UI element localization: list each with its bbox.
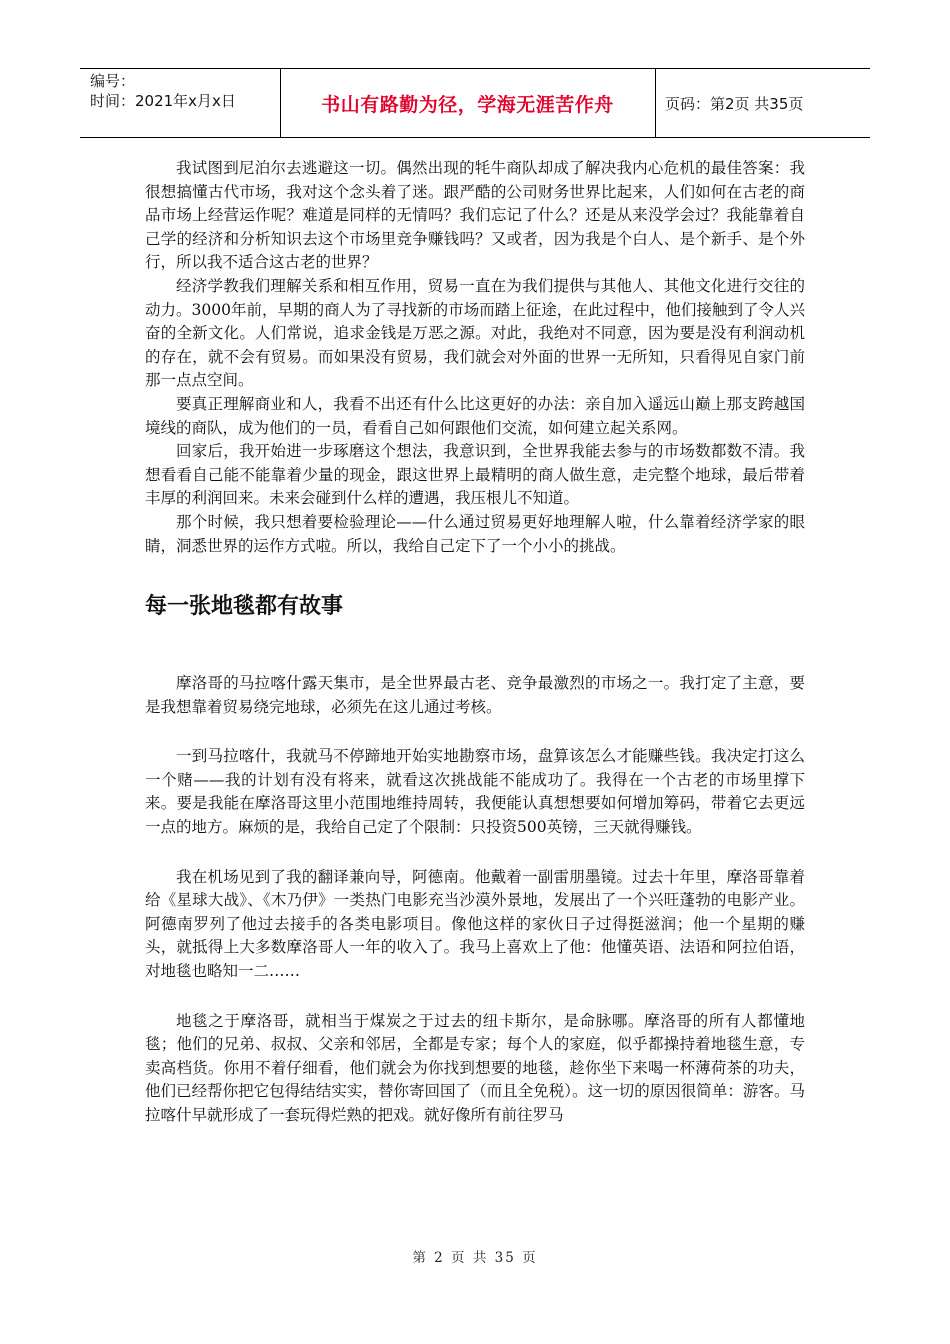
header-meta-cell: [80, 69, 281, 137]
spacer: [145, 622, 805, 672]
body-paragraph: 回家后，我开始进一步琢磨这个想法，我意识到，全世界我能去参与的市场数都数不清。我想看看自己能不能靠着少量的现金，跟这世界上最精明的商人做生意，走完整个地球，最后带着丰厚的利润回来。未来会碰到什么样的遭遇，我压根儿不知道。: [145, 442, 805, 508]
spacer: [145, 840, 805, 866]
body-paragraph: 要真正理解商业和人，我看不出还有什么比这更好的办法：亲自加入遥远山巅上那支跨越国境线的商队，成为他们的一员，看看自己如何跟他们交流，如何建立起关系网。: [145, 394, 805, 437]
header-motto-cell: [280, 69, 656, 137]
body-paragraph: 那个时候，我只想着要检验理论——什么通过贸易更好地理解人啦，什么靠着经济学家的眼睛，洞悉世界的运作方式啦。所以，我给自己定下了一个小小的挑战。: [145, 512, 805, 555]
serial-number-label: 编号：: [90, 72, 136, 90]
page-footer: 第 2 页 共 35 页: [412, 1250, 538, 1266]
body-paragraph: 我在机场见到了我的翻译兼向导，阿德南。他戴着一副雷朋墨镜。过去十年里，摩洛哥靠着给《星球大战》、《木乃伊》一类热门电影充当沙漠外景地，发展出了一个兴旺蓬勃的电影产业。阿德南罗列了他过去接手的各类电影项目。像他这样的家伙日子过得挺滋润；他一个星期的赚头，就抵得上大多数摩洛哥人一年的收入了。我马上喜欢上了他：他懂英语、法语和阿拉伯语，对地毯也略知一二……: [145, 867, 805, 981]
spacer: [145, 984, 805, 1010]
motto-text: 书山有路勤为径，学海无涯苦作舟: [321, 93, 614, 116]
document-header: [80, 68, 870, 138]
body-paragraph: 摩洛哥的马拉喀什露天集市，是全世界最古老、竞争最激烈的市场之一。我打定了主意，要是我想靠着贸易绕完地球，必须先在这儿通过考核。: [145, 674, 805, 716]
spacer: [145, 719, 805, 745]
body-paragraph: 地毯之于摩洛哥，就相当于煤炭之于过去的纽卡斯尔，是命脉哪。摩洛哥的所有人都懂地毯；他们的兄弟、叔叔、父亲和邻居，全都是专家；每个人的家庭，似乎都操持着地毯生意，专卖高档货。你用不着仔细看，他们就会为你找到想要的地毯，趁你坐下来喝一杯薄荷茶的功夫，他们已经帮你把它包得结结实实，替你寄回国了（而且全免税）。这一切的原因很简单：游客。马拉喀什早就形成了一套玩得烂熟的把戏。就好像所有前往罗马: [145, 1011, 805, 1124]
body-paragraph: 一到马拉喀什，我就马不停蹄地开始实地勘察市场，盘算该怎么才能赚些钱。我决定打这么一个赌——我的计划有没有将来，就看这次挑战能不能成功了。我得在一个古老的市场里撑下来。要是我能在摩洛哥这里小范围地维持周转，我便能认真想想要如何增加筹码，带着它去更远一点的地方。麻烦的是，我给自己定了个限制：只投资500英镑，三天就得赚钱。: [145, 747, 805, 837]
section-heading: 每一张地毯都有故事: [145, 594, 344, 620]
date-label: 时间：2021年x月x日: [90, 92, 236, 110]
header-page-cell: [665, 69, 870, 137]
body-paragraph: 我试图到尼泊尔去逃避这一切。偶然出现的牦牛商队却成了解决我内心危机的最佳答案：我很想搞懂古代市场，我对这个念头着了迷。跟严酷的公司财务世界比起来，人们如何在古老的商品市场上经营运作呢？难道是同样的无情吗？我们忘记了什么？还是从来没学会过？我能靠着自己学的经济和分析知识去这个市场里竞争赚钱吗？又或者，因为我是个白人、是个新手、是个外行，所以我不适合这古老的世界？: [145, 159, 805, 272]
body-paragraph: 经济学教我们理解关系和相互作用，贸易一直在为我们提供与其他人、其他文化进行交往的动力。3000年前，早期的商人为了寻找新的市场而踏上征途，在此过程中，他们接触到了令人兴奋的全新文化。人们常说，追求金钱是万恶之源。对此，我绝对不同意，因为要是没有利润动机的存在，就不会有贸易。而如果没有贸易，我们就会对外面的世界一无所知，只看得见自家门前那一点点空间。: [145, 276, 805, 390]
page-number-label: 页码：第2页 共35页: [665, 94, 804, 113]
document-body: [145, 157, 805, 1128]
